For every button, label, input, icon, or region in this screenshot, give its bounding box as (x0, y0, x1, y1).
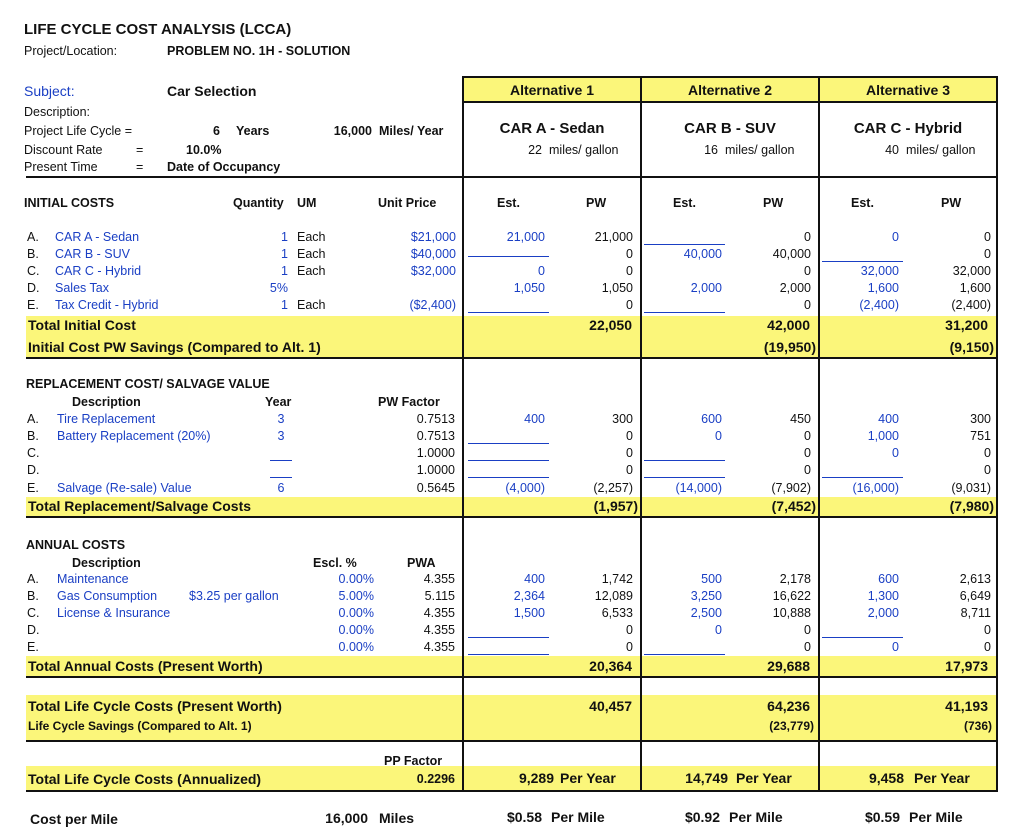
pw-value: 2,178 (779, 572, 811, 586)
pw-value: 0 (984, 640, 991, 654)
pw-value: (7,902) (771, 481, 811, 495)
initial-savings-alt3: (9,150) (949, 339, 994, 355)
row-qty: 1 (281, 247, 288, 261)
blank-line (468, 477, 549, 478)
pw-value: (9,031) (951, 481, 991, 495)
pw-value: 450 (790, 412, 811, 426)
miles-unit: Miles/ Year (379, 124, 444, 138)
per-mile-alt1: $0.58 (506, 809, 542, 825)
initial-total-alt1: 22,050 (589, 317, 632, 333)
row-um: Each (297, 264, 326, 278)
row-desc: Tax Credit - Hybrid (55, 298, 159, 312)
col-est: Est. (673, 196, 696, 210)
life-cycle-unit: Years (236, 124, 270, 138)
est-value: 0 (538, 264, 545, 278)
annual-total-alt1: 20,364 (589, 658, 632, 674)
est-value: 21,000 (506, 230, 545, 244)
per-mile-alt2: $0.92 (684, 809, 720, 825)
col-year: Year (265, 395, 292, 409)
est-value: 400 (878, 412, 899, 426)
alt-box-top (462, 76, 998, 78)
col-est: Est. (497, 196, 520, 210)
row-letter: E. (27, 298, 39, 312)
pw-value: 0 (984, 463, 991, 477)
est-value: 0 (892, 446, 899, 460)
life-cycle-value: 6 (213, 124, 220, 138)
alt1-mpg-unit: miles/ gallon (549, 143, 619, 157)
row-pwa: 5.115 (424, 589, 455, 603)
row-factor: 0.5645 (416, 481, 455, 495)
pw-value: 32,000 (952, 264, 991, 278)
row-price: $32,000 (410, 264, 456, 278)
row-pwa: 4.355 (423, 623, 455, 637)
pw-value: 0 (626, 247, 633, 261)
alt3-name: CAR C - Hybrid (853, 120, 963, 137)
pw-value: 0 (804, 429, 811, 443)
blank-line (822, 637, 903, 638)
row-factor: 1.0000 (416, 446, 455, 460)
initial-total-label: Total Initial Cost (28, 317, 136, 333)
pw-value: 1,050 (601, 281, 633, 295)
pw-value: 16,622 (772, 589, 811, 603)
discount-eq: = (136, 143, 144, 157)
miles-value: 16,000 (333, 124, 372, 138)
blank-line (644, 477, 725, 478)
est-value: (4,000) (505, 481, 545, 495)
row-qty: 1 (281, 264, 288, 278)
col-divider-1 (462, 76, 464, 792)
section-rule (26, 176, 998, 178)
pw-value: 0 (626, 429, 633, 443)
pw-value: 0 (804, 264, 811, 278)
row-letter: D. (27, 463, 40, 477)
lcc-total-bottom (26, 740, 998, 742)
blank-line (644, 244, 725, 245)
alt3-title: Alternative 3 (865, 82, 951, 98)
blank-line (270, 460, 292, 461)
replacement-total-alt1: (1,957) (593, 498, 638, 514)
pw-value: 6,649 (959, 589, 991, 603)
row-letter: D. (27, 623, 40, 637)
annual-total-bottom (26, 676, 998, 678)
est-value: 600 (701, 412, 722, 426)
pw-value: 300 (612, 412, 633, 426)
pw-value: 0 (626, 446, 633, 460)
row-letter: C. (27, 446, 40, 460)
est-value: 0 (715, 623, 722, 637)
alt1-mpg: 22 (528, 143, 542, 157)
alt2-mpg-unit: miles/ gallon (725, 143, 795, 157)
row-factor: 1.0000 (416, 463, 455, 477)
lcc-savings-label: Life Cycle Savings (Compared to Alt. 1) (28, 719, 252, 733)
present-value: Date of Occupancy (167, 160, 281, 174)
per-mile-unit: Per Mile (729, 809, 783, 825)
pw-value: 0 (804, 463, 811, 477)
pw-value: 1,742 (601, 572, 633, 586)
est-value: 1,050 (513, 281, 545, 295)
per-mile-label: Cost per Mile (30, 811, 118, 827)
per-mile-unit: Per Mile (909, 809, 963, 825)
row-extra: $3.25 per gallon (189, 589, 279, 603)
est-value: 2,000 (867, 606, 899, 620)
row-letter: A. (27, 412, 39, 426)
subject-label: Subject: (24, 83, 75, 99)
col-escl: Escl. % (313, 556, 357, 570)
annualized-label: Total Life Cycle Costs (Annualized) (28, 771, 262, 787)
est-value: (14,000) (675, 481, 722, 495)
row-um: Each (297, 247, 326, 261)
row-year: 6 (277, 481, 285, 495)
row-pwa: 4.355 (423, 606, 455, 620)
pw-value: 1,600 (959, 281, 991, 295)
row-escl: 0.00% (338, 640, 374, 654)
lcc-total-alt2: 64,236 (767, 698, 810, 714)
est-value: 0 (715, 429, 722, 443)
annualized-bottom (26, 790, 998, 792)
per-mile-unit: Per Mile (551, 809, 605, 825)
est-value: (16,000) (852, 481, 899, 495)
annualized-alt1: 9,289 (518, 770, 554, 786)
replacement-total-label: Total Replacement/Salvage Costs (28, 498, 252, 514)
pw-value: 40,000 (772, 247, 811, 261)
per-mile-miles: 16,000 (325, 810, 368, 826)
est-value: 400 (524, 572, 545, 586)
blank-line (468, 443, 549, 444)
col-um: UM (297, 196, 317, 210)
est-value: 0 (892, 230, 899, 244)
row-desc: Sales Tax (55, 281, 109, 295)
est-value: 0 (892, 640, 899, 654)
est-value: (2,400) (859, 298, 899, 312)
present-label: Present Time (24, 160, 98, 174)
col-pw: PW (763, 196, 784, 210)
pw-value: 8,711 (960, 606, 991, 620)
col-pwa: PWA (407, 556, 436, 570)
pw-value: 2,000 (779, 281, 811, 295)
est-value: 2,000 (690, 281, 722, 295)
est-value: 1,000 (867, 429, 899, 443)
annualized-unit: Per Year (736, 770, 792, 786)
discount-label: Discount Rate (24, 143, 103, 157)
col-unit-price: Unit Price (378, 196, 437, 210)
est-value: 1,300 (867, 589, 899, 603)
row-pwa: 4.355 (423, 572, 455, 586)
alt2-mpg: 16 (704, 143, 718, 157)
annualized-alt2: 14,749 (685, 770, 728, 786)
pw-value: (2,257) (593, 481, 633, 495)
row-pwa: 4.355 (423, 640, 455, 654)
row-desc: License & Insurance (57, 606, 171, 620)
page-title: LIFE CYCLE COST ANALYSIS (LCCA) (24, 21, 292, 38)
per-mile-alt3: $0.59 (864, 809, 900, 825)
row-desc: Gas Consumption (57, 589, 158, 603)
replacement-total-alt3: (7,980) (949, 498, 994, 514)
lcc-total-label: Total Life Cycle Costs (Present Worth) (28, 698, 282, 714)
subject-value: Car Selection (167, 83, 257, 99)
initial-total-alt3: 31,200 (945, 317, 988, 333)
col-description: Description (72, 556, 141, 570)
pw-value: 0 (804, 230, 811, 244)
blank-line (468, 256, 549, 257)
alt3-mpg-unit: miles/ gallon (906, 143, 976, 157)
col-pw: PW (586, 196, 607, 210)
est-value: 1,500 (513, 606, 545, 620)
pw-value: 0 (626, 640, 633, 654)
pw-value: 0 (984, 623, 991, 637)
initial-savings-label: Initial Cost PW Savings (Compared to Alt. 1) (28, 339, 321, 355)
row-letter: C. (27, 606, 40, 620)
blank-line (468, 312, 549, 313)
alt-header-bottom (462, 101, 998, 103)
replacement-total-bottom (26, 516, 998, 518)
row-escl: 5.00% (338, 589, 374, 603)
initial-total-bottom (26, 357, 998, 359)
row-desc: CAR B - SUV (55, 247, 131, 261)
annualized-unit: Per Year (914, 770, 970, 786)
est-value: 2,364 (513, 589, 545, 603)
blank-line (468, 654, 549, 655)
col-quantity: Quantity (233, 196, 284, 210)
annual-title: ANNUAL COSTS (26, 538, 126, 552)
blank-line (468, 637, 549, 638)
est-value: 40,000 (683, 247, 722, 261)
pw-value: 751 (970, 429, 991, 443)
initial-savings-alt2: (19,950) (763, 339, 816, 355)
row-escl: 0.00% (338, 606, 374, 620)
pw-value: 0 (626, 264, 633, 278)
pw-value: 0 (804, 623, 811, 637)
annualized-unit: Per Year (560, 770, 616, 786)
row-escl: 0.00% (338, 623, 374, 637)
alt2-name: CAR B - SUV (684, 120, 776, 137)
pw-value: 2,613 (959, 572, 991, 586)
pw-value: 0 (626, 298, 633, 312)
pw-value: 10,888 (772, 606, 811, 620)
blank-line (644, 312, 725, 313)
row-letter: B. (27, 429, 39, 443)
pw-value: 12,089 (594, 589, 633, 603)
row-letter: B. (27, 247, 39, 261)
alt1-name: CAR A - Sedan (499, 120, 605, 137)
row-letter: E. (27, 640, 39, 654)
replacement-title: REPLACEMENT COST/ SALVAGE VALUE (26, 377, 270, 391)
replacement-total-alt2: (7,452) (771, 498, 816, 514)
pw-value: 0 (984, 230, 991, 244)
row-letter: E. (27, 481, 39, 495)
row-um: Each (297, 298, 326, 312)
pw-value: 6,533 (601, 606, 633, 620)
pw-value: (2,400) (951, 298, 991, 312)
lcc-total-alt3: 41,193 (945, 698, 988, 714)
est-value: 2,500 (690, 606, 722, 620)
blank-line (822, 477, 903, 478)
annual-total-alt3: 17,973 (945, 658, 988, 674)
row-qty: 1 (281, 298, 288, 312)
row-letter: B. (27, 589, 39, 603)
row-desc: CAR C - Hybrid (55, 264, 142, 278)
col-divider-3 (818, 76, 820, 792)
project-value: PROBLEM NO. 1H - SOLUTION (167, 44, 351, 58)
est-value: 32,000 (860, 264, 899, 278)
blank-line (644, 654, 725, 655)
blank-line (270, 477, 292, 478)
lcc-savings-alt3: (736) (963, 719, 992, 733)
project-label: Project/Location: (24, 44, 118, 58)
row-price: $21,000 (410, 230, 456, 244)
row-year: 3 (277, 412, 285, 426)
row-desc: Maintenance (57, 572, 129, 586)
annualized-alt3: 9,458 (868, 770, 904, 786)
pw-value: 0 (804, 446, 811, 460)
alt1-title: Alternative 1 (509, 82, 595, 98)
row-price: $40,000 (410, 247, 456, 261)
annual-total-alt2: 29,688 (767, 658, 810, 674)
row-letter: C. (27, 264, 40, 278)
alt2-title: Alternative 2 (687, 82, 773, 98)
col-divider-2 (640, 76, 642, 792)
col-est: Est. (851, 196, 874, 210)
col-pw-factor: PW Factor (378, 395, 440, 409)
row-desc: CAR A - Sedan (55, 230, 140, 244)
lcc-savings-alt2: (23,779) (769, 719, 814, 733)
pp-factor-value: 0.2296 (416, 772, 455, 786)
blank-line (468, 460, 549, 461)
annual-total-label: Total Annual Costs (Present Worth) (28, 658, 263, 674)
description-label: Description: (24, 105, 90, 119)
pw-value: 300 (970, 412, 991, 426)
discount-value: 10.0% (186, 143, 222, 157)
row-desc: Tire Replacement (57, 412, 156, 426)
est-value: 1,600 (867, 281, 899, 295)
present-eq: = (136, 160, 144, 174)
pw-value: 0 (984, 446, 991, 460)
row-price: ($2,400) (409, 298, 456, 312)
est-value: 600 (878, 572, 899, 586)
alt3-mpg: 40 (885, 143, 899, 157)
row-desc: Battery Replacement (20%) (57, 429, 211, 443)
row-year: 3 (277, 429, 285, 443)
col-pw: PW (941, 196, 962, 210)
col-description: Description (72, 395, 141, 409)
row-desc: Salvage (Re-sale) Value (57, 481, 192, 495)
pw-value: 0 (626, 623, 633, 637)
row-letter: D. (27, 281, 40, 295)
pp-factor-label: PP Factor (384, 754, 443, 768)
pw-value: 21,000 (594, 230, 633, 244)
initial-total-alt2: 42,000 (767, 317, 810, 333)
row-qty: 1 (281, 230, 288, 244)
est-value: 3,250 (690, 589, 722, 603)
pw-value: 0 (804, 298, 811, 312)
per-mile-miles-unit: Miles (379, 810, 415, 826)
row-factor: 0.7513 (416, 412, 455, 426)
est-value: 500 (701, 572, 722, 586)
col-divider-4 (996, 76, 998, 792)
row-escl: 0.00% (338, 572, 374, 586)
lcc-total-alt1: 40,457 (589, 698, 632, 714)
blank-line (644, 460, 725, 461)
row-letter: A. (27, 230, 39, 244)
life-cycle-label: Project Life Cycle = (24, 124, 133, 138)
row-um: Each (297, 230, 326, 244)
row-letter: A. (27, 572, 39, 586)
blank-line (822, 261, 903, 262)
pw-value: 0 (626, 463, 633, 477)
pw-value: 0 (984, 247, 991, 261)
pw-value: 0 (804, 640, 811, 654)
row-qty: 5% (269, 281, 288, 295)
initial-title: INITIAL COSTS (24, 196, 115, 210)
est-value: 400 (524, 412, 545, 426)
row-factor: 0.7513 (416, 429, 455, 443)
